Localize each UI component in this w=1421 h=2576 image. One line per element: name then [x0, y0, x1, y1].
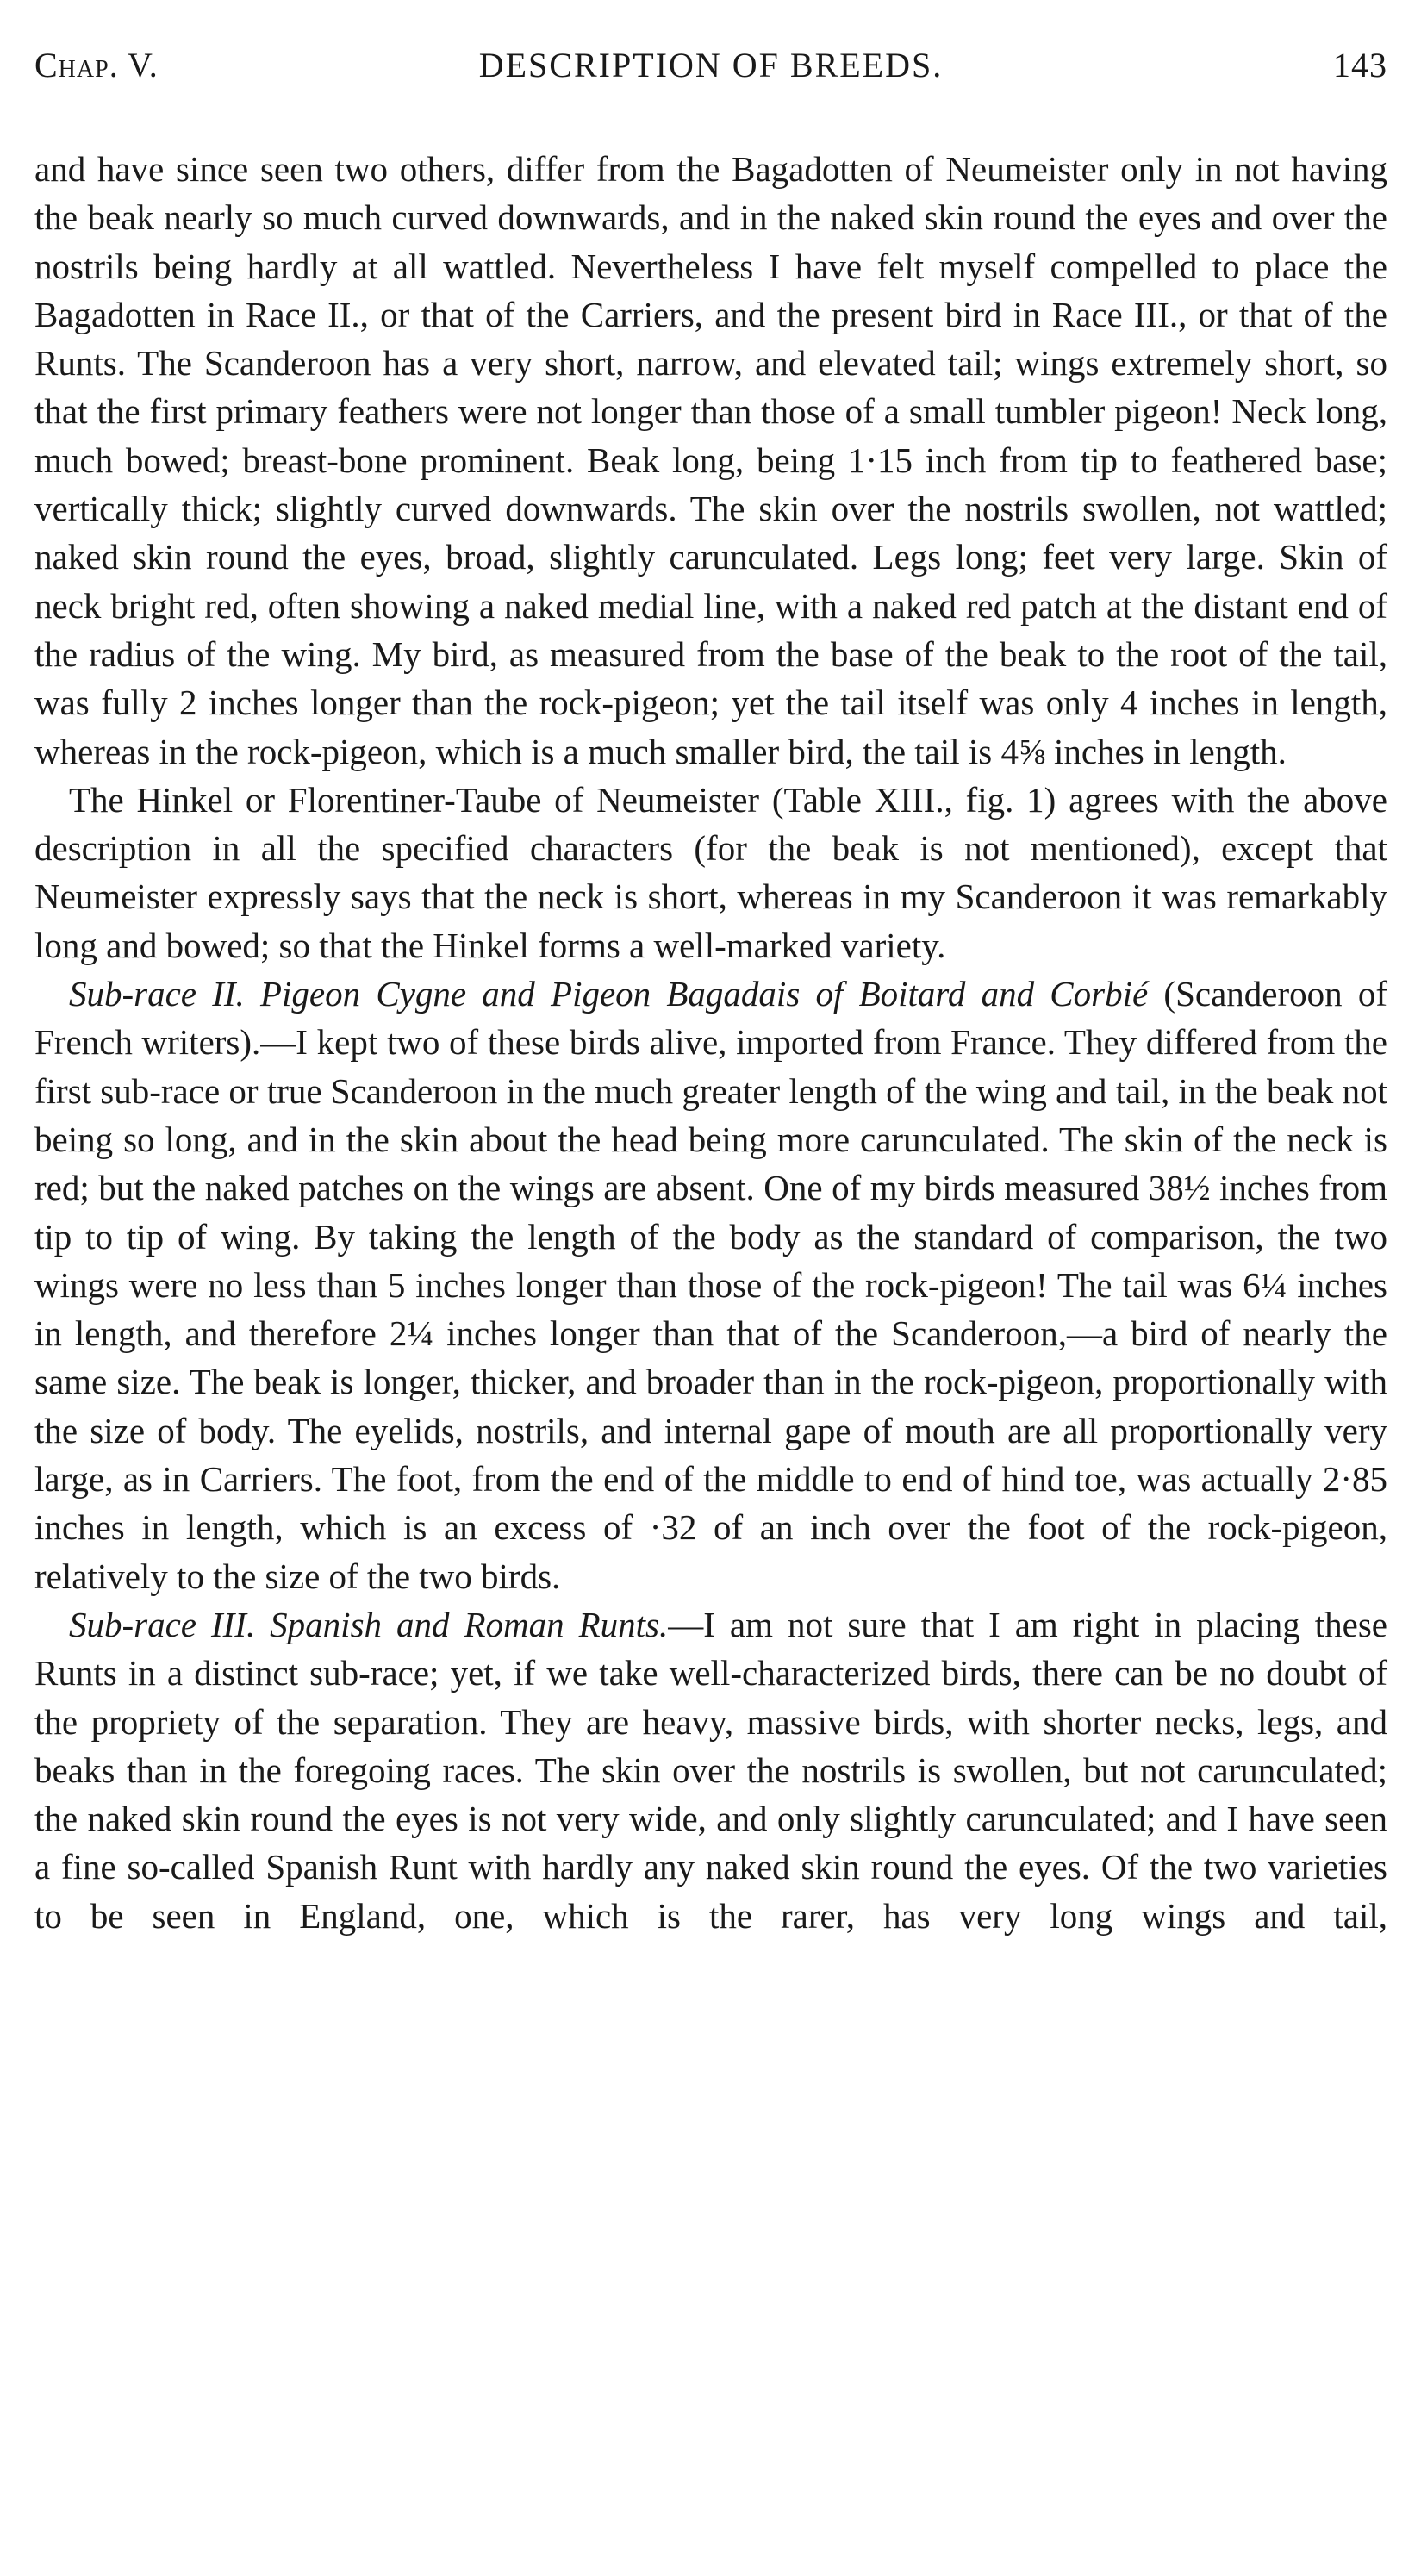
- paragraph-text: The Hinkel or Florentiner-Taube of Neumeister (Table XIII., fig. 1) agrees with the above description in all the specified characters (for the beak is not mentioned), except that Neumeister expressly says that the neck is short, whereas in my Scanderoon it was remarkably long and bowed; so that the Hinkel forms a well-marked variety.: [34, 779, 1387, 965]
- sub-race-heading: Sub-race III. Spanish and Roman Runts.: [69, 1604, 669, 1644]
- sub-race-heading: Sub-race II. Pigeon Cygne and Pigeon Bagadais of Boitard and Corbié: [69, 974, 1149, 1014]
- page-body: [34, 145, 1387, 1940]
- chapter-label: Chap. V.: [34, 46, 159, 84]
- paragraph-text: and have since seen two others, differ from the Bagadotten of Neumeister only in not having the beak nearly so much curved downwards, and in the naked skin round the eyes and over the nostrils being hardly at all wattled. Nevertheless I have felt myself compelled to place the Bagadotten in Race II., or that of the Carriers, and the present bird in Race III., or that of the Runts. The Scanderoon has a very short, narrow, and elevated tail; wings extremely short, so that the first primary feathers were not longer than those of a small tumbler pigeon! Neck long, much bowed; breast-bone prominent. Beak long, being 1·15 inch from tip to feathered base; vertically thick; slightly curved downwards. The skin over the nostrils swollen, not wattled; naked skin round the eyes, broad, slightly carunculated. Legs long; feet very large. Skin of neck bright red, often showing a naked medial line, with a naked red patch at the distant end of the radius of the wing. My bird, as measured from the base of the beak to the root of the tail, was fully 2 inches longer than the rock-pigeon; yet the tail itself was only 4 inches in length, whereas in the rock-pigeon, which is a much smaller bird, the tail is 4⅝ inches in length.: [34, 149, 1387, 771]
- paragraph-text: —I am not sure that I am right in placing these Runts in a distinct sub-race; yet, if we take well-characterized birds, there can be no doubt of the propriety of the separation. They are heavy, massive birds, with shorter necks, legs, and beaks than in the foregoing races. The skin over the nostrils is swollen, but not carunculated; the naked skin round the eyes is not very wide, and only slightly carunculated; and I have seen a fine so-called Spanish Runt with hardly any naked skin round the eyes. Of the two varieties to be seen in England, one, which is the rarer, has very long wings and tail,: [34, 1604, 1387, 1936]
- page-number: 143: [1333, 46, 1387, 84]
- paragraph-sub-race-2: [34, 970, 1387, 1600]
- paragraph-text: (Scanderoon of French writers).—I kept two of these birds alive, imported from France. They differed from the first sub-race or true Scanderoon in the much greater length of the wing and tail, in the beak not being so long, and in the skin about the head being more carunculated. The skin of the neck is red; but the naked patches on the wings are absent. One of my birds measured 38½ inches from tip to tip of wing. By taking the length of the body as the standard of comparison, the two wings were no less than 5 inches longer than those of the rock-pigeon! The tail was 6¼ inches in length, and therefore 2¼ inches longer than that of the Scanderoon,—a bird of nearly the same size. The beak is longer, thicker, and broader than in the rock-pigeon, proportionally with the size of body. The eyelids, nostrils, and internal gape of mouth are all proportionally very large, as in Carriers. The foot, from the end of the middle to end of hind toe, was actually 2·85 inches in length, which is an excess of ·32 of an inch over the foot of the rock-pigeon, relatively to the size of the two birds.: [34, 974, 1388, 1596]
- paragraph-sub-race-3: [34, 1600, 1387, 1940]
- paragraph-hinkel: [34, 776, 1387, 970]
- running-header: [34, 45, 1387, 97]
- paragraph-scanderoon-description: [34, 145, 1387, 776]
- running-title: DESCRIPTION OF BREEDS.: [478, 46, 944, 84]
